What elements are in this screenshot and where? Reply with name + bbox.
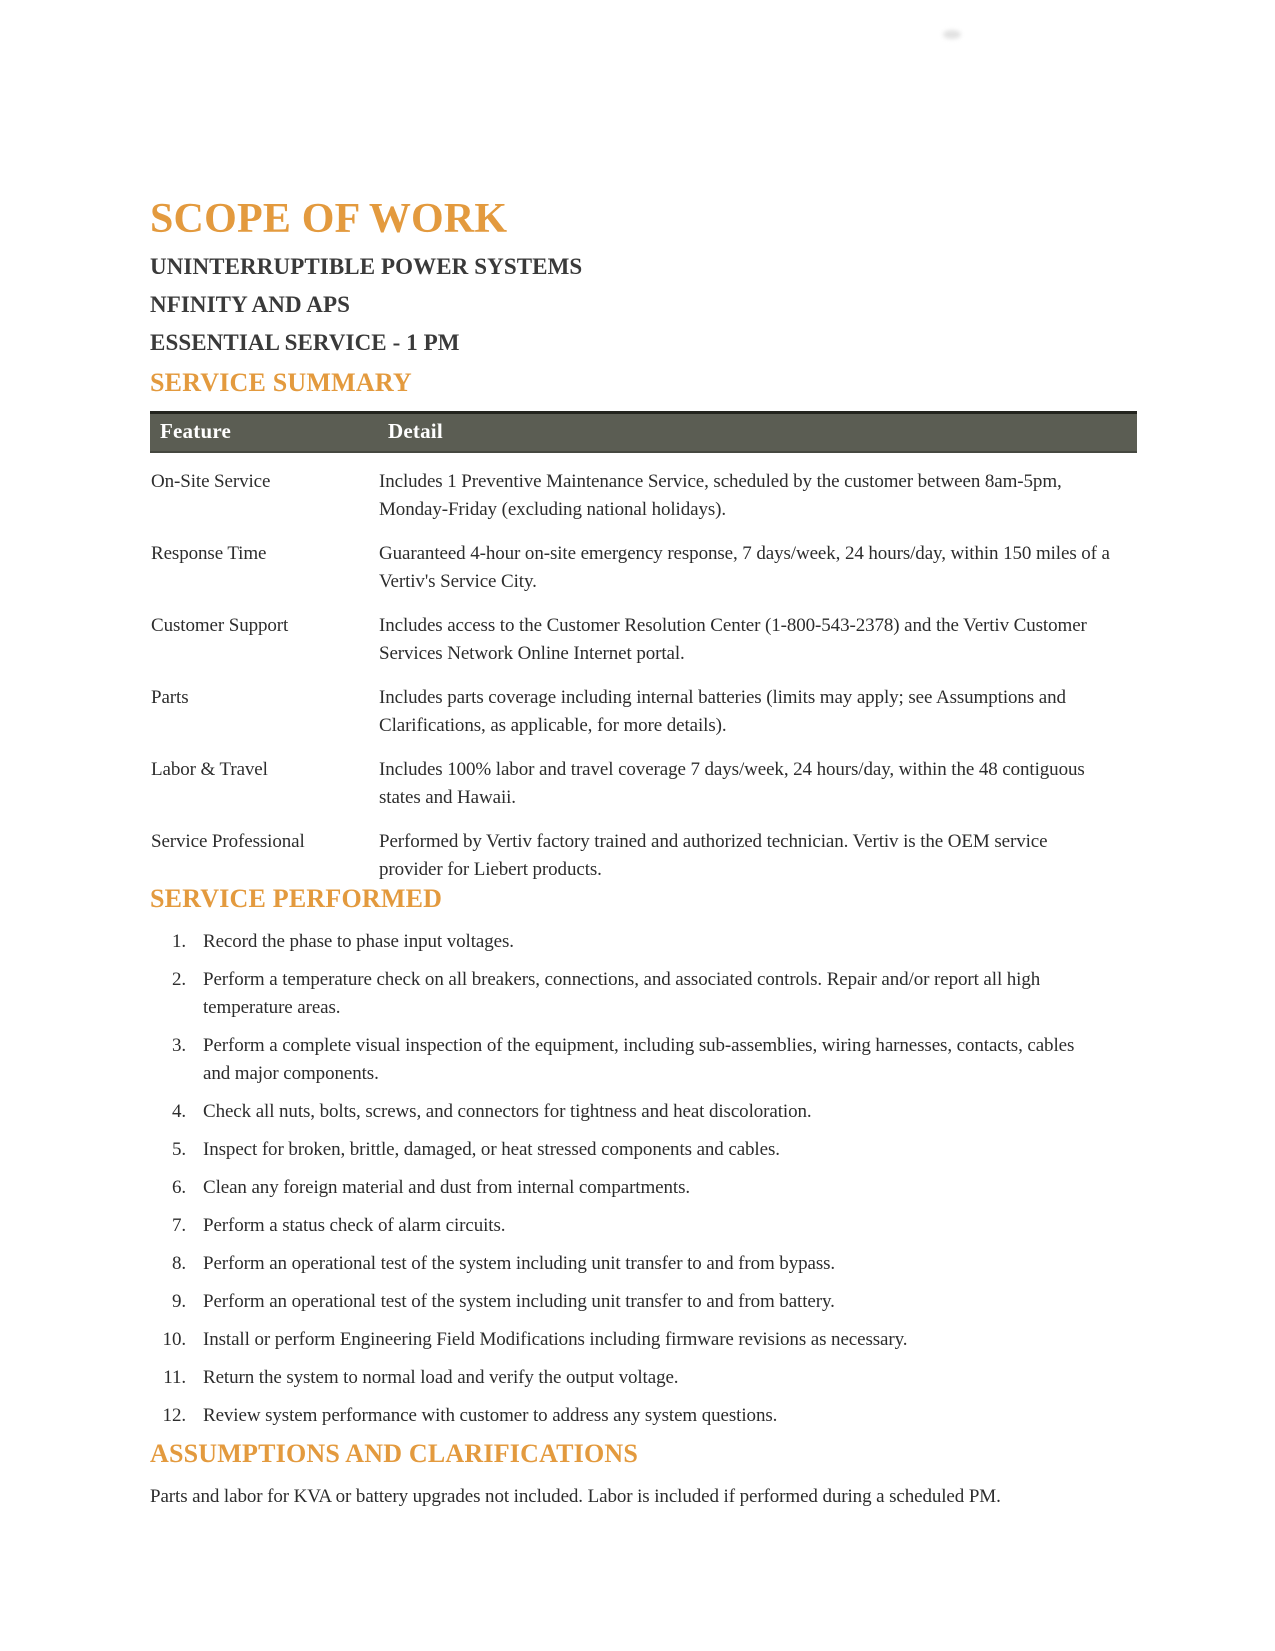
- table-header-row: [150, 413, 1137, 453]
- feature-cell: Parts: [151, 687, 189, 709]
- list-item-number: 3.: [171, 1034, 186, 1056]
- list-item-text: Review system performance with customer to address any system questions.: [203, 1404, 778, 1426]
- list-item: [150, 1212, 1185, 1240]
- service-performed-list: [150, 928, 1185, 1430]
- detail-cell: Performed by Vertiv factory trained and authorized technician. Vertiv is the OEM service provider for Liebert products.: [379, 831, 1048, 881]
- list-item: [150, 1402, 1185, 1430]
- table-row: [150, 452, 1137, 525]
- list-item: [150, 1136, 1185, 1164]
- list-item-number: 8.: [171, 1252, 186, 1274]
- detail-cell: Includes access to the Customer Resolution Center (1-800-543-2378) and the Vertiv Customer Services Network Online Internet portal.: [379, 615, 1087, 665]
- list-item: [150, 1326, 1185, 1354]
- feature-cell: Labor & Travel: [151, 759, 268, 781]
- scan-artifact: [943, 30, 961, 39]
- detail-cell: Guaranteed 4-hour on-site emergency response, 7 days/week, 24 hours/day, within 150 miles of a Vertiv's Service City.: [379, 543, 1110, 593]
- detail-cell: Includes 100% labor and travel coverage 7 days/week, 24 hours/day, within the 48 contiguous states and Hawaii.: [379, 759, 1085, 809]
- list-item: [150, 928, 1185, 956]
- table-row: [150, 669, 1137, 741]
- list-item-number: 1.: [171, 930, 186, 952]
- feature-cell: On-Site Service: [151, 471, 271, 493]
- list-item-text: Perform a status check of alarm circuits.: [203, 1214, 506, 1236]
- table-row: [150, 597, 1137, 669]
- list-item-text: Perform an operational test of the system including unit transfer to and from battery.: [203, 1290, 835, 1312]
- list-item-text: Return the system to normal load and verify the output voltage.: [203, 1366, 679, 1388]
- subtitle-service-level: ESSENTIAL SERVICE - 1 PM: [150, 330, 460, 356]
- table-row: [150, 525, 1137, 597]
- list-item: [150, 1098, 1185, 1126]
- list-item-text: Perform an operational test of the system including unit transfer to and from bypass.: [203, 1252, 836, 1274]
- list-item-text: Check all nuts, bolts, screws, and connectors for tightness and heat discoloration.: [203, 1100, 812, 1122]
- subtitle-product-line: NFINITY AND APS: [150, 292, 351, 318]
- subtitle-power-systems: UNINTERRUPTIBLE POWER SYSTEMS: [150, 254, 583, 280]
- list-item-number: 9.: [171, 1290, 186, 1312]
- table-row: [150, 813, 1137, 885]
- list-item: [150, 1288, 1185, 1316]
- section-heading-service-summary: SERVICE SUMMARY: [150, 368, 412, 398]
- table-row: [150, 741, 1137, 813]
- column-header-detail: Detail: [378, 413, 1137, 453]
- section-heading-service-performed: SERVICE PERFORMED: [150, 884, 443, 914]
- list-item-text: Record the phase to phase input voltages.: [203, 930, 514, 952]
- feature-cell: Service Professional: [151, 831, 305, 853]
- list-item-number: 5.: [171, 1138, 186, 1160]
- list-item: [150, 966, 1185, 1022]
- list-item-text: Perform a temperature check on all breakers, connections, and associated controls. Repair and/or report all high temperature areas.: [203, 968, 1041, 1018]
- list-item-number: 2.: [171, 968, 186, 990]
- list-item-number: 7.: [171, 1214, 186, 1236]
- list-item: [150, 1174, 1185, 1202]
- section-heading-assumptions: ASSUMPTIONS AND CLARIFICATIONS: [150, 1438, 639, 1468]
- page-title: SCOPE OF WORK: [150, 196, 508, 242]
- list-item-number: 11.: [163, 1366, 186, 1388]
- list-item-text: Perform a complete visual inspection of the equipment, including sub-assemblies, wiring harnesses, contacts, cables and major components.: [203, 1034, 1075, 1084]
- list-item-number: 4.: [171, 1100, 186, 1122]
- table-header: [150, 413, 1137, 453]
- column-header-feature: Feature: [150, 413, 378, 453]
- list-item: [150, 1250, 1185, 1278]
- list-item: [150, 1364, 1185, 1392]
- list-item-text: Clean any foreign material and dust from internal compartments.: [203, 1176, 691, 1198]
- detail-cell: Includes parts coverage including internal batteries (limits may apply; see Assumptions and Clarifications, as applicable, for more details).: [379, 687, 1066, 737]
- feature-cell: Response Time: [151, 543, 267, 565]
- list-item-number: 12.: [162, 1404, 186, 1426]
- list-item-number: 6.: [171, 1176, 186, 1198]
- list-item-number: 10.: [162, 1328, 186, 1350]
- list-item-text: Install or perform Engineering Field Modifications including firmware revisions as necessary.: [203, 1328, 908, 1350]
- list-item: [150, 1032, 1185, 1088]
- assumptions-text: Parts and labor for KVA or battery upgrades not included. Labor is included if performed during a scheduled PM.: [150, 1485, 1001, 1507]
- service-summary-table: [150, 411, 1137, 885]
- list-item-text: Inspect for broken, brittle, damaged, or heat stressed components and cables.: [203, 1138, 780, 1160]
- feature-cell: Customer Support: [151, 615, 289, 637]
- detail-cell: Includes 1 Preventive Maintenance Service, scheduled by the customer between 8am-5pm, Monday-Friday (excluding national holidays).: [379, 471, 1062, 521]
